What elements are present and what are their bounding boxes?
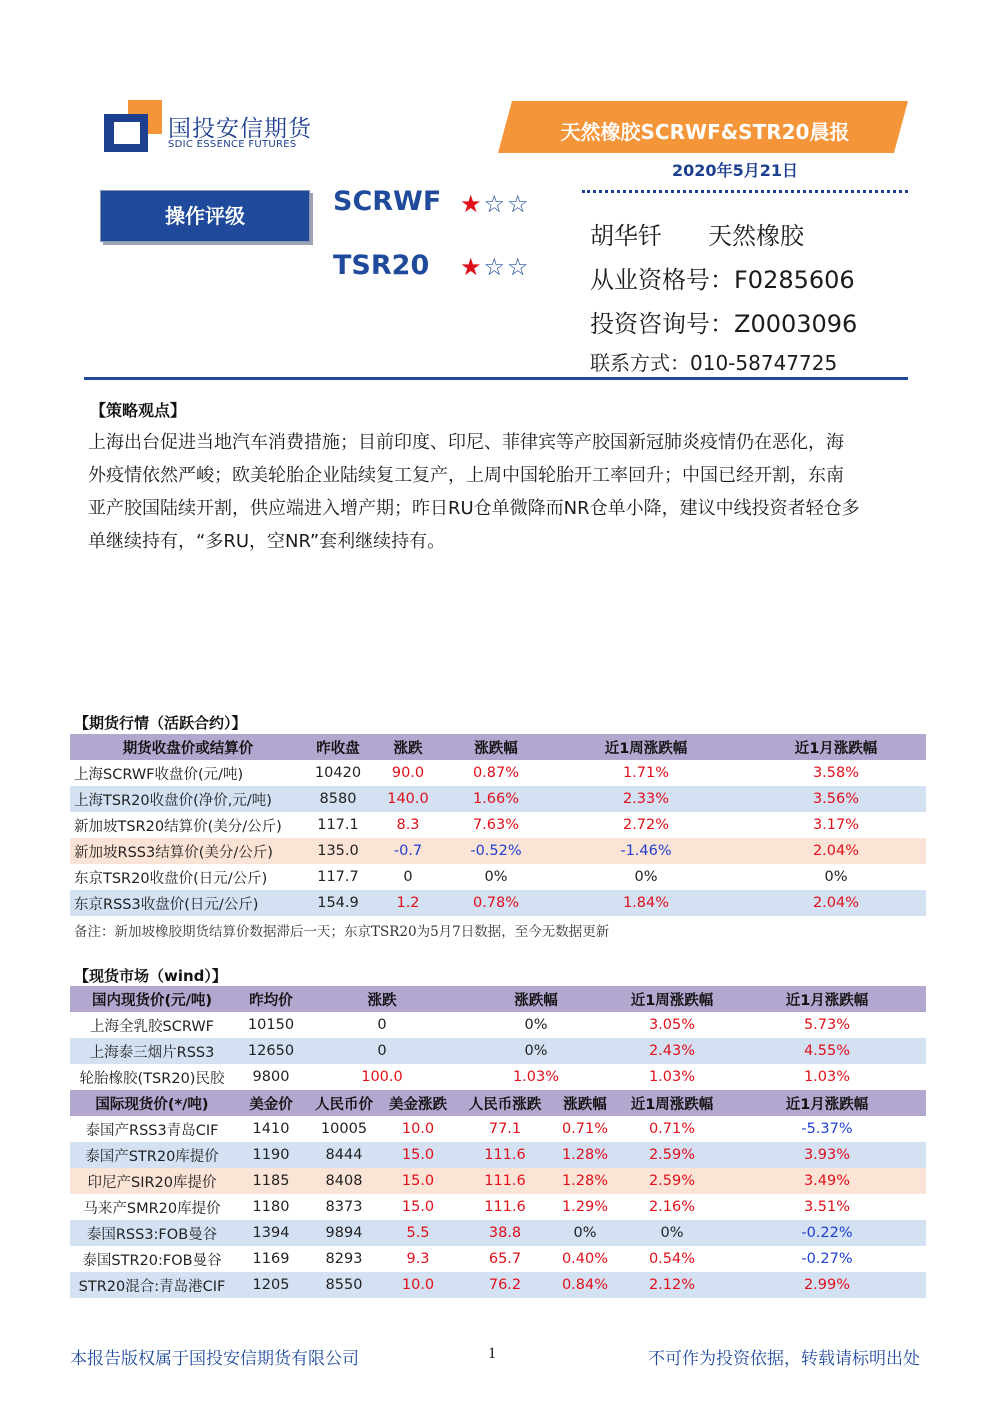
table-row	[70, 1220, 926, 1246]
table-cell: 3.93%	[728, 1142, 926, 1168]
table-cell: -0.27%	[728, 1246, 926, 1272]
table-cell: 2.12%	[616, 1272, 728, 1298]
rating-stars-scrwf	[460, 190, 531, 218]
table-cell: 10.0	[380, 1272, 456, 1298]
table-cell: 2.43%	[616, 1038, 728, 1064]
column-header: 人民币价	[308, 1090, 380, 1116]
table-cell: 1205	[234, 1272, 308, 1298]
table-cell: 8408	[308, 1168, 380, 1194]
column-header: 近1周涨跌幅	[616, 1090, 728, 1116]
logo-icon	[104, 100, 162, 152]
spot-heading: 【现货市场（wind）】	[74, 967, 227, 985]
analyst-contact: 联系方式：010-58747725	[590, 351, 838, 375]
table-cell: 1.71%	[546, 760, 746, 786]
futures-heading: 【期货行情（活跃合约）】	[74, 714, 247, 732]
rating-product-scrwf: SCRWF	[333, 186, 442, 217]
table-row	[70, 838, 926, 864]
strategy-line: 亚产胶国陆续开割，供应端进入增产期；昨日RU仓单微降而NR仓单小降，建议中线投资者轻仓多	[88, 498, 860, 519]
row-label: 新加坡RSS3结算价(美分/公斤)	[70, 838, 306, 864]
column-header: 美金价	[234, 1090, 308, 1116]
table-cell: 1.03%	[456, 1064, 616, 1090]
table-cell: 1.03%	[728, 1064, 926, 1090]
table-cell: 0.71%	[554, 1116, 616, 1142]
table-cell: 0.40%	[554, 1246, 616, 1272]
table-cell: 1190	[234, 1142, 308, 1168]
table-cell: 8373	[308, 1194, 380, 1220]
strategy-heading: 【策略观点】	[90, 401, 187, 420]
table-cell: 15.0	[380, 1168, 456, 1194]
table-row	[70, 1012, 926, 1038]
row-label: 泰国STR20:FOB曼谷	[70, 1246, 234, 1272]
table-cell: 2.59%	[616, 1142, 728, 1168]
table-cell: 1.03%	[616, 1064, 728, 1090]
table-cell: 117.7	[306, 864, 370, 890]
analyst-consult-id: 投资咨询号：Z0003096	[590, 310, 858, 338]
table-cell: 5.5	[380, 1220, 456, 1246]
column-header: 涨跌幅	[554, 1090, 616, 1116]
table-cell: 3.56%	[746, 786, 926, 812]
star-empty-icon: ☆	[483, 253, 508, 281]
star-empty-icon: ☆	[483, 190, 508, 218]
column-header: 近1月涨跌幅	[728, 986, 926, 1012]
column-header: 国际现货价(*/吨)	[70, 1090, 234, 1116]
report-title: 天然橡胶SCRWF&STR20晨报	[560, 120, 850, 144]
row-label: 印尼产SIR20库提价	[70, 1168, 234, 1194]
table-cell: 5.73%	[728, 1012, 926, 1038]
row-label: 轮胎橡胶(TSR20)民胶	[70, 1064, 234, 1090]
table-cell: 76.2	[456, 1272, 554, 1298]
table-cell: 1.84%	[546, 890, 746, 916]
table-cell: 2.04%	[746, 838, 926, 864]
footer-copyright: 本报告版权属于国投安信期货有限公司	[70, 1349, 359, 1369]
table-row	[70, 1246, 926, 1272]
star-empty-icon: ☆	[507, 190, 531, 218]
table-cell: 38.8	[456, 1220, 554, 1246]
table-cell: 9800	[234, 1064, 308, 1090]
table-cell: 0.84%	[554, 1272, 616, 1298]
table-cell: 10420	[306, 760, 370, 786]
table-cell: 3.05%	[616, 1012, 728, 1038]
strategy-line: 上海出台促进当地汽车消费措施；目前印度、印尼、菲律宾等产胶国新冠肺炎疫情仍在恶化，海	[88, 432, 844, 453]
rating-label: 操作评级	[100, 190, 310, 242]
table-cell: 7.63%	[446, 812, 546, 838]
table-row	[70, 864, 926, 890]
table-cell: 1169	[234, 1246, 308, 1272]
table-cell: 1.29%	[554, 1194, 616, 1220]
row-label: 上海全乳胶SCRWF	[70, 1012, 234, 1038]
table-cell: 100.0	[308, 1064, 456, 1090]
table-cell: 0%	[546, 864, 746, 890]
table-cell: 1.28%	[554, 1142, 616, 1168]
table-cell: 1.28%	[554, 1168, 616, 1194]
report-date: 2020年5月21日	[672, 161, 798, 180]
table-cell: 2.16%	[616, 1194, 728, 1220]
table-cell: 0%	[456, 1012, 616, 1038]
table-cell: 2.72%	[546, 812, 746, 838]
column-header: 国内现货价(元/吨)	[70, 986, 234, 1012]
table-cell: 90.0	[370, 760, 446, 786]
futures-table	[70, 734, 926, 916]
strategy-text	[88, 426, 908, 558]
column-header: 昨均价	[234, 986, 308, 1012]
footer-disclaimer: 不可作为投资依据，转载请标明出处	[648, 1349, 920, 1369]
table-row	[70, 1168, 926, 1194]
table-cell: 4.55%	[728, 1038, 926, 1064]
table-cell: 2.99%	[728, 1272, 926, 1298]
table-cell: 2.33%	[546, 786, 746, 812]
table-row	[70, 760, 926, 786]
row-label: STR20混合:青岛港CIF	[70, 1272, 234, 1298]
brand-name-cn: 国投安信期货	[168, 116, 312, 142]
column-header: 近1周涨跌幅	[546, 734, 746, 760]
table-cell: 8550	[308, 1272, 380, 1298]
row-label: 上海TSR20收盘价(净价,元/吨)	[70, 786, 306, 812]
table-cell: 0.87%	[446, 760, 546, 786]
table-cell: 0	[308, 1012, 456, 1038]
page-number: 1	[488, 1345, 496, 1362]
table-header-row	[70, 734, 926, 760]
rating-product-tsr20: TSR20	[333, 250, 430, 281]
table-row	[70, 890, 926, 916]
column-header: 涨跌	[308, 986, 456, 1012]
table-cell: 1185	[234, 1168, 308, 1194]
table-row	[70, 1038, 926, 1064]
table-cell: -1.46%	[546, 838, 746, 864]
table-cell: 1.2	[370, 890, 446, 916]
column-header: 近1月涨跌幅	[746, 734, 926, 760]
table-cell: 3.17%	[746, 812, 926, 838]
analyst-field: 天然橡胶	[708, 222, 804, 250]
table-cell: 15.0	[380, 1194, 456, 1220]
table-cell: 2.04%	[746, 890, 926, 916]
table-cell: 3.58%	[746, 760, 926, 786]
table-cell: 10150	[234, 1012, 308, 1038]
table-cell: 1394	[234, 1220, 308, 1246]
table-cell: 8293	[308, 1246, 380, 1272]
table-cell: 111.6	[456, 1168, 554, 1194]
star-empty-icon: ☆	[507, 253, 531, 281]
table-cell: 111.6	[456, 1194, 554, 1220]
dotted-divider	[582, 190, 908, 193]
table-cell: 154.9	[306, 890, 370, 916]
brand-name-en: SDIC ESSENCE FUTURES	[168, 139, 297, 150]
table-cell: 140.0	[370, 786, 446, 812]
table-row	[70, 1142, 926, 1168]
table-cell: 10005	[308, 1116, 380, 1142]
table-row	[70, 1194, 926, 1220]
column-header: 近1月涨跌幅	[728, 1090, 926, 1116]
table-cell: 9894	[308, 1220, 380, 1246]
rating-stars-tsr20	[460, 253, 531, 281]
analyst-license: 从业资格号：F0285606	[590, 266, 855, 294]
table-cell: 12650	[234, 1038, 308, 1064]
table-cell: 10.0	[380, 1116, 456, 1142]
column-header: 美金涨跌	[380, 1090, 456, 1116]
table-cell: -0.22%	[728, 1220, 926, 1246]
table-cell: 3.49%	[728, 1168, 926, 1194]
row-label: 东京TSR20收盘价(日元/公斤)	[70, 864, 306, 890]
row-label: 新加坡TSR20结算价(美分/公斤)	[70, 812, 306, 838]
star-filled-icon: ★	[460, 253, 484, 281]
analyst-name: 胡华钎	[590, 222, 662, 250]
futures-note: 备注：新加坡橡胶期货结算价数据滞后一天；东京TSR20为5月7日数据，至今无数据更新	[74, 924, 610, 940]
star-filled-icon: ★	[460, 190, 484, 218]
table-cell: 77.1	[456, 1116, 554, 1142]
table-cell: -0.52%	[446, 838, 546, 864]
table-header-row	[70, 986, 926, 1012]
table-cell: 8444	[308, 1142, 380, 1168]
column-header: 期货收盘价或结算价	[70, 734, 306, 760]
table-cell: 0	[308, 1038, 456, 1064]
row-label: 马来产SMR20库提价	[70, 1194, 234, 1220]
table-cell: 15.0	[380, 1142, 456, 1168]
row-label: 泰国产STR20库提价	[70, 1142, 234, 1168]
column-header: 涨跌幅	[456, 986, 616, 1012]
table-row	[70, 1064, 926, 1090]
table-cell: 3.51%	[728, 1194, 926, 1220]
table-cell: 8580	[306, 786, 370, 812]
table-cell: 0%	[456, 1038, 616, 1064]
row-label: 上海泰三烟片RSS3	[70, 1038, 234, 1064]
table-cell: 135.0	[306, 838, 370, 864]
spot-table	[70, 986, 926, 1298]
table-cell: 0%	[616, 1220, 728, 1246]
row-label: 上海SCRWF收盘价(元/吨)	[70, 760, 306, 786]
row-label: 东京RSS3收盘价(日元/公斤)	[70, 890, 306, 916]
column-header: 涨跌幅	[446, 734, 546, 760]
table-cell: 9.3	[380, 1246, 456, 1272]
table-row	[70, 812, 926, 838]
table-cell: -0.7	[370, 838, 446, 864]
table-cell: 1410	[234, 1116, 308, 1142]
table-cell: 0.54%	[616, 1246, 728, 1272]
column-header: 近1周涨跌幅	[616, 986, 728, 1012]
table-row	[70, 1116, 926, 1142]
table-cell: 117.1	[306, 812, 370, 838]
table-row	[70, 1272, 926, 1298]
table-cell: 111.6	[456, 1142, 554, 1168]
table-cell: 2.59%	[616, 1168, 728, 1194]
table-cell: 65.7	[456, 1246, 554, 1272]
row-label: 泰国RSS3:FOB曼谷	[70, 1220, 234, 1246]
column-header: 昨收盘	[306, 734, 370, 760]
strategy-line: 外疫情依然严峻；欧美轮胎企业陆续复工复产，上周中国轮胎开工率回升；中国已经开割，东南	[88, 465, 844, 486]
row-label: 泰国产RSS3青岛CIF	[70, 1116, 234, 1142]
table-cell: 0%	[446, 864, 546, 890]
column-header: 人民币涨跌	[456, 1090, 554, 1116]
column-header: 涨跌	[370, 734, 446, 760]
table-cell: -5.37%	[728, 1116, 926, 1142]
table-cell: 0.78%	[446, 890, 546, 916]
table-header-row	[70, 1090, 926, 1116]
table-row	[70, 786, 926, 812]
table-cell: 0	[370, 864, 446, 890]
table-cell: 1.66%	[446, 786, 546, 812]
header-divider	[84, 377, 908, 380]
table-cell: 1180	[234, 1194, 308, 1220]
table-cell: 0.71%	[616, 1116, 728, 1142]
strategy-line: 单继续持有，“多RU，空NR”套利继续持有。	[88, 531, 446, 552]
table-cell: 0%	[746, 864, 926, 890]
table-cell: 0%	[554, 1220, 616, 1246]
table-cell: 8.3	[370, 812, 446, 838]
